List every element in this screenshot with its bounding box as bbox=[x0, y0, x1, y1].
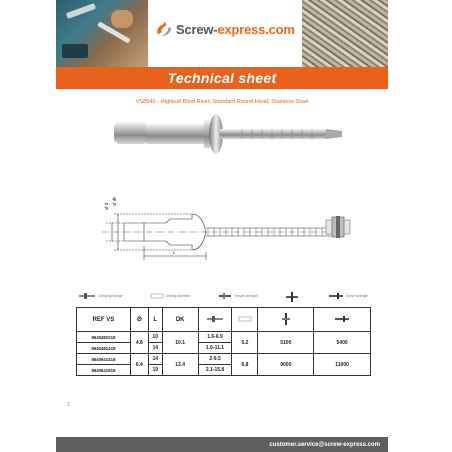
screws-photo bbox=[302, 0, 388, 67]
header-ref: REF VS bbox=[77, 308, 131, 332]
header-dk: DK bbox=[162, 308, 198, 332]
drilling-diameter-icon bbox=[238, 315, 252, 323]
header-crimping-range bbox=[198, 308, 232, 332]
legend-tensile-strength: Tensile strength bbox=[218, 292, 258, 300]
header-banner bbox=[56, 0, 388, 67]
legend-drilling-diameter: Drilling diameter bbox=[150, 292, 191, 300]
drilling-diameter-icon bbox=[150, 292, 164, 300]
crimping-range-icon bbox=[78, 292, 96, 300]
brand-domain: express.com bbox=[217, 21, 295, 37]
product-title: VS8640 - Highbolt Blind Rivet, Standard Round Head, Stainless Steel bbox=[135, 99, 309, 105]
rivet-side-view bbox=[324, 214, 352, 240]
tools-photo bbox=[56, 0, 148, 67]
shear-strength-icon bbox=[334, 315, 350, 323]
spec-icon-legend bbox=[70, 292, 380, 304]
shear-icon bbox=[284, 292, 300, 302]
title-bar bbox=[56, 67, 388, 89]
table-header-row bbox=[77, 308, 371, 332]
sheet-title: Technical sheet bbox=[167, 70, 277, 86]
logo-mark-icon bbox=[154, 20, 172, 38]
table-row: 8640641918 19 2.1-15.8 bbox=[77, 365, 371, 376]
brand-logo[interactable] bbox=[154, 20, 295, 38]
footer-bar bbox=[56, 437, 388, 452]
header-tensile bbox=[258, 308, 314, 332]
crimping-range-icon bbox=[206, 315, 224, 323]
brand-name: Screw- bbox=[176, 21, 218, 37]
header-length: L bbox=[148, 308, 162, 332]
rivet-product-image bbox=[102, 108, 352, 164]
table-row: 8640481018 4.8 10 10.1 1.6-6.9 5.2 5100 5400 bbox=[77, 332, 371, 343]
legend-shear bbox=[284, 292, 300, 302]
tensile-strength-icon bbox=[218, 292, 232, 300]
rivet-technical-drawing bbox=[96, 190, 356, 270]
tensile-icon bbox=[280, 313, 292, 325]
label-l: L bbox=[173, 250, 176, 255]
legend-crimping-range: Crimping Range bbox=[78, 292, 123, 300]
specification-table bbox=[76, 307, 371, 376]
label-d: Ø d bbox=[104, 202, 109, 210]
footer-email-link[interactable]: customer.service@screw-express.com bbox=[269, 441, 380, 448]
page-number: 1 bbox=[67, 402, 70, 408]
header-shear bbox=[314, 308, 371, 332]
header-diameter: Ø bbox=[130, 308, 148, 332]
label-dk: Ø dk bbox=[112, 196, 117, 206]
header-drilling bbox=[232, 308, 258, 332]
table-row: 8640641418 6.4 14 13.4 2-9.5 6.8 9000 11000 bbox=[77, 354, 371, 365]
shear-strength-icon bbox=[328, 292, 344, 300]
technical-sheet-page bbox=[56, 0, 388, 452]
table-row: 8640481418 14 1.6-11.1 bbox=[77, 343, 371, 354]
legend-shear-strength: Shear strength bbox=[328, 292, 368, 300]
